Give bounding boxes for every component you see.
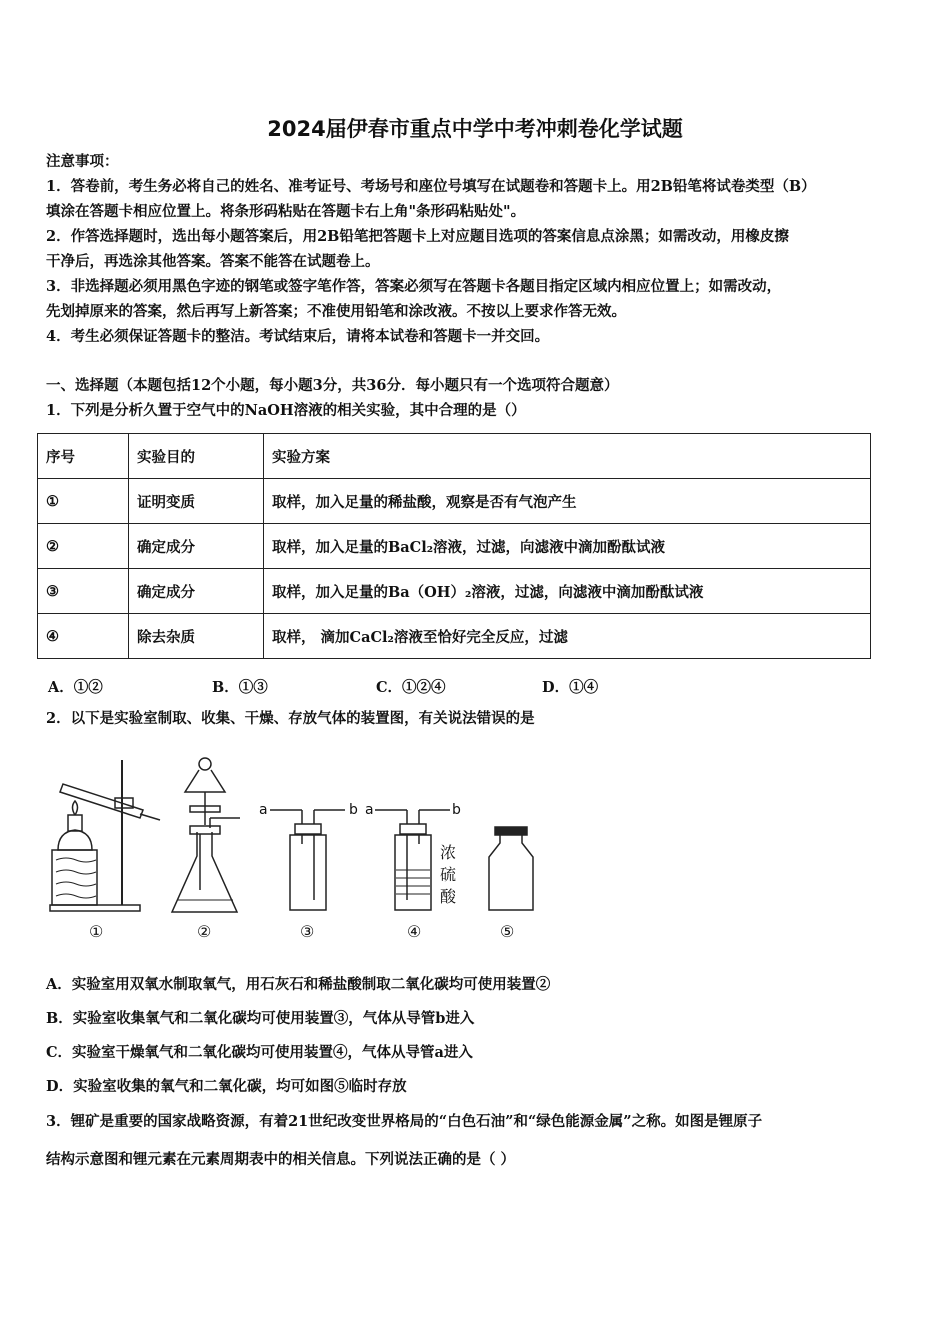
question-1-stem: 1．下列是分析久置于空气中的NaOH溶液的相关实验，其中合理的是（） [46,402,526,419]
apparatus-2-flask [172,758,240,912]
question-1-option-a[interactable]: A．①② [48,679,103,696]
notice-line: 4．考生必须保证答题卡的整洁。考试结束后，请将本试卷和答题卡一并交回。 [46,328,550,345]
table-row [38,569,871,614]
tube-label-a: a [365,802,374,818]
table-cell: ③ [38,569,129,614]
acid-char: 酸 [440,887,457,906]
acid-char: 硫 [440,865,457,884]
table-row [38,614,871,659]
question-2-option-d[interactable]: D．实验室收集的氧气和二氧化碳，均可如图⑤临时存放 [46,1078,407,1095]
question-3-stem: 3．锂矿是重要的国家战略资源，有着21世纪改变世界格局的“白色石油”和“绿色能源金属”之称。如图是锂原子 [46,1113,763,1130]
figure-label: ⑤ [500,922,515,941]
acid-char: 浓 [440,843,457,862]
question-2-option-a[interactable]: A．实验室用双氧水制取氧气，用石灰石和稀盐酸制取二氧化碳均可使用装置② [46,976,551,993]
apparatus-5-storage-bottle [489,827,533,910]
question-1-option-b[interactable]: B．①③ [212,679,268,696]
table-cell: ④ [38,614,129,659]
figure-label: ③ [300,922,315,941]
question-1-option-d[interactable]: D．①④ [542,679,599,696]
section-heading: 一、选择题（本题包括12个小题，每小题3分，共36分．每小题只有一个选项符合题意） [46,377,619,394]
question-1-table [37,433,871,659]
question-2-stem: 2．以下是实验室制取、收集、干燥、存放气体的装置图，有关说法错误的是 [46,710,535,727]
notice-line: 填涂在答题卡相应位置上。将条形码粘贴在答题卡右上角"条形码粘贴处"。 [46,203,526,220]
notice-line: 先划掉原来的答案，然后再写上新答案；不准使用铅笔和涂改液。不按以上要求作答无效。 [46,303,626,320]
table-row [38,479,871,524]
question-1-option-c[interactable]: C．①②④ [376,679,446,696]
table-header-cell: 序号 [38,434,129,479]
question-2-option-b[interactable]: B．实验室收集氧气和二氧化碳均可使用装置③，气体从导管b进入 [46,1010,475,1027]
apparatus-4-drying-bottle [375,810,450,910]
table-cell: 除去杂质 [129,614,264,659]
notice-heading: 注意事项： [46,153,119,170]
table-cell: 证明变质 [129,479,264,524]
table-cell: 取样， 滴加CaCl₂溶液至恰好完全反应，过滤 [264,614,871,659]
table-header-row [38,434,871,479]
figure-label: ① [89,922,104,941]
table-header-cell: 实验目的 [129,434,264,479]
notice-line: 3．非选择题必须用黑色字迹的钢笔或签字笔作答，答案必须写在答题卡各题目指定区域内相应位置上；如需改动， [46,278,782,295]
figure-label: ④ [407,922,422,941]
notice-line: 干净后，再选涂其他答案。答案不能答在试题卷上。 [46,253,380,270]
tube-label-a: a [259,802,268,818]
table-cell: 取样，加入足量的稀盐酸，观察是否有气泡产生 [264,479,871,524]
notice-line: 2．作答选择题时，选出每小题答案后，用2B铅笔把答题卡上对应题目选项的答案信息点涂黑；如需改动，用橡皮擦 [46,228,789,245]
table-row [38,524,871,569]
table-cell: 取样，加入足量的BaCl₂溶液，过滤，向滤液中滴加酚酞试液 [264,524,871,569]
table-cell: 取样，加入足量的Ba（OH）₂溶液，过滤，向滤液中滴加酚酞试液 [264,569,871,614]
apparatus-figure [40,740,560,920]
tube-label-b: b [349,802,358,818]
acid-label [440,842,458,908]
tube-label-b: b [452,802,461,818]
apparatus-3-collection-bottle [270,810,345,910]
table-header-cell: 实验方案 [264,434,871,479]
page-title: 2024届伊春市重点中学中考冲刺卷化学试题 [267,117,683,141]
table-cell: ② [38,524,129,569]
notice-line: 1．答卷前，考生务必将自己的姓名、准考证号、考场号和座位号填写在试题卷和答题卡上。用2B铅笔将试卷类型（B） [46,178,816,195]
table-cell: 确定成分 [129,569,264,614]
question-3-stem: 结构示意图和锂元素在元素周期表中的相关信息。下列说法正确的是（ ） [46,1151,516,1168]
figure-label: ② [197,922,212,941]
question-2-option-c[interactable]: C．实验室干燥氧气和二氧化碳均可使用装置④，气体从导管a进入 [46,1044,473,1061]
apparatus-1-heating-setup [50,760,160,911]
table-cell: ① [38,479,129,524]
table-cell: 确定成分 [129,524,264,569]
